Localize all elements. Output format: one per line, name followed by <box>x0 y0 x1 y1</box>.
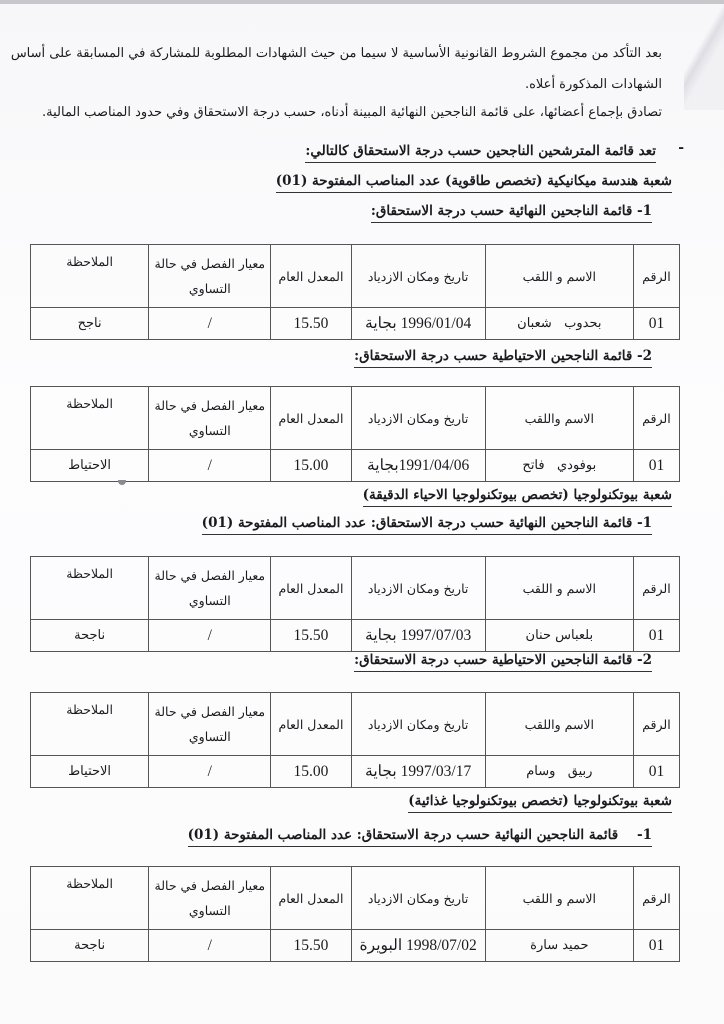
header-note: الملاحظة <box>31 867 149 930</box>
header-avg: المعدل العام <box>271 867 351 930</box>
cell-name: بوفودي فاتح <box>485 450 633 482</box>
table-row <box>31 308 680 340</box>
header-num: الرقم <box>633 557 679 620</box>
header-criterion <box>149 245 271 308</box>
table-header-row <box>31 557 680 620</box>
header-avg: المعدل العام <box>271 387 351 450</box>
cell-name: بحدوب شعبان <box>485 308 633 340</box>
header-criterion-line-2: التساوي <box>188 729 231 744</box>
section-2-title: شعبة بيوتكنولوجيا (تخصص بيوتكنولوجيا الاحياء الدقيقة) <box>363 486 672 507</box>
table-row <box>31 450 680 482</box>
table-row <box>31 620 680 652</box>
section-3-title: شعبة بيوتكنولوجيا (تخصص بيوتكنولوجيا غذائية) <box>408 792 672 813</box>
cell-criterion: / <box>149 930 271 962</box>
header-note: الملاحظة <box>31 245 149 308</box>
cell-dob: 1997/07/03 بجاية <box>351 620 485 652</box>
cell-criterion: / <box>149 308 271 340</box>
results-table-1 <box>30 244 680 340</box>
header-num: الرقم <box>633 387 679 450</box>
table-header-row <box>31 387 680 450</box>
header-avg: المعدل العام <box>271 693 351 756</box>
table-header-row <box>31 693 680 756</box>
header-num: الرقم <box>633 867 679 930</box>
header-criterion <box>149 693 271 756</box>
section-3-list-1-title: 1- قائمة الناجحين النهائية حسب درجة الاستحقاق: عدد المناصب المفتوحة (01) <box>188 826 652 847</box>
table-header-row <box>31 245 680 308</box>
section-1-title: شعبة هندسة ميكانيكية (تخصص طاقوية) عدد المناصب المفتوحة (01) <box>276 172 672 193</box>
intro-line-3: تصادق بإجماع أعضائها، على قائمة الناجحين النهائية المبينة أدناه، حسب درجة الاستحقاق وفي حدود المناصب المالية. <box>42 105 662 120</box>
cell-dob: 1997/03/17 بجاية <box>351 756 485 788</box>
header-name: الاسم واللقب <box>485 387 633 450</box>
results-table-4 <box>30 692 680 788</box>
header-dob: تاريخ ومكان الازدياد <box>351 867 485 930</box>
header-criterion-line-2: التساوي <box>188 593 231 608</box>
table-row <box>31 930 680 962</box>
header-note: الملاحظة <box>31 693 149 756</box>
header-num: الرقم <box>633 693 679 756</box>
cell-name: بلعباس حنان <box>485 620 633 652</box>
results-table-2 <box>30 386 680 482</box>
header-dob: تاريخ ومكان الازدياد <box>351 245 485 308</box>
header-criterion-line-1: معيار الفصل في حالة <box>154 568 266 583</box>
results-table-3 <box>30 556 680 652</box>
table-row <box>31 756 680 788</box>
header-avg: المعدل العام <box>271 245 351 308</box>
scan-edge <box>0 0 724 4</box>
cell-avg: 15.50 <box>271 930 351 962</box>
header-num: الرقم <box>633 245 679 308</box>
page-fold-artifact <box>684 0 724 110</box>
header-criterion-line-1: معيار الفصل في حالة <box>154 256 266 271</box>
header-criterion-line-1: معيار الفصل في حالة <box>154 398 266 413</box>
cell-note: ناجحة <box>31 620 149 652</box>
header-dob: تاريخ ومكان الازدياد <box>351 557 485 620</box>
cell-dob: 1991/04/06بجاية <box>351 450 485 482</box>
intro-line-2: الشهادات المذكورة أعلاه. <box>524 77 662 92</box>
cell-avg: 15.50 <box>271 620 351 652</box>
cell-avg: 15.50 <box>271 308 351 340</box>
section-2-list-1-title: 1- قائمة الناجحين النهائية حسب درجة الاستحقاق: عدد المناصب المفتوحة (01) <box>202 514 652 535</box>
intro-line-1: بعد التأكد من مجموع الشروط القانونية الأساسية لا سيما من حيث الشهادات المطلوبة للمشاركة في المسابقة على أساس <box>10 46 662 61</box>
scan-speck <box>118 480 126 485</box>
cell-criterion: / <box>149 620 271 652</box>
cell-name: حميد سارة <box>485 930 633 962</box>
cell-criterion: / <box>149 756 271 788</box>
section-2-list-2-title: 2- قائمة الناجحين الاحتياطية حسب درجة الاستحقاق: <box>354 651 652 672</box>
cell-note: ناجح <box>31 308 149 340</box>
cell-dob: 1996/01/04 بجاية <box>351 308 485 340</box>
header-criterion-line-2: التساوي <box>188 281 231 296</box>
cell-avg: 15.00 <box>271 756 351 788</box>
header-criterion-line-2: التساوي <box>188 423 231 438</box>
header-avg: المعدل العام <box>271 557 351 620</box>
header-dob: تاريخ ومكان الازدياد <box>351 693 485 756</box>
bullet-dash: - <box>678 140 684 156</box>
header-note: الملاحظة <box>31 387 149 450</box>
section-1-list-1-title: 1- قائمة الناجحين النهائية حسب درجة الاستحقاق: <box>371 202 652 223</box>
cell-criterion: / <box>149 450 271 482</box>
cell-num: 01 <box>633 308 679 340</box>
section-1-list-2-title: 2- قائمة الناجحين الاحتياطية حسب درجة الاستحقاق: <box>354 347 652 368</box>
cell-note: الاحتياط <box>31 756 149 788</box>
cell-note: الاحتياط <box>31 450 149 482</box>
cell-num: 01 <box>633 450 679 482</box>
header-name: الاسم و اللقب <box>485 557 633 620</box>
header-name: الاسم و اللقب <box>485 245 633 308</box>
cell-avg: 15.00 <box>271 450 351 482</box>
header-criterion <box>149 557 271 620</box>
cell-num: 01 <box>633 620 679 652</box>
table-header-row <box>31 867 680 930</box>
header-criterion <box>149 387 271 450</box>
cell-num: 01 <box>633 756 679 788</box>
cell-dob: 1998/07/02 البويرة <box>351 930 485 962</box>
header-criterion-line-1: معيار الفصل في حالة <box>154 704 266 719</box>
header-note: الملاحظة <box>31 557 149 620</box>
cell-name: ربيق وسام <box>485 756 633 788</box>
header-name: الاسم و اللقب <box>485 867 633 930</box>
results-table-5 <box>30 866 680 962</box>
cell-note: ناجحة <box>31 930 149 962</box>
header-criterion-line-2: التساوي <box>188 903 231 918</box>
cell-num: 01 <box>633 930 679 962</box>
list-intro-heading: تعد قائمة المترشحين الناجحين حسب درجة الاستحقاق كالتالي: <box>305 142 656 163</box>
header-criterion-line-1: معيار الفصل في حالة <box>154 878 266 893</box>
header-criterion <box>149 867 271 930</box>
header-dob: تاريخ ومكان الازدياد <box>351 387 485 450</box>
header-name: الاسم واللقب <box>485 693 633 756</box>
